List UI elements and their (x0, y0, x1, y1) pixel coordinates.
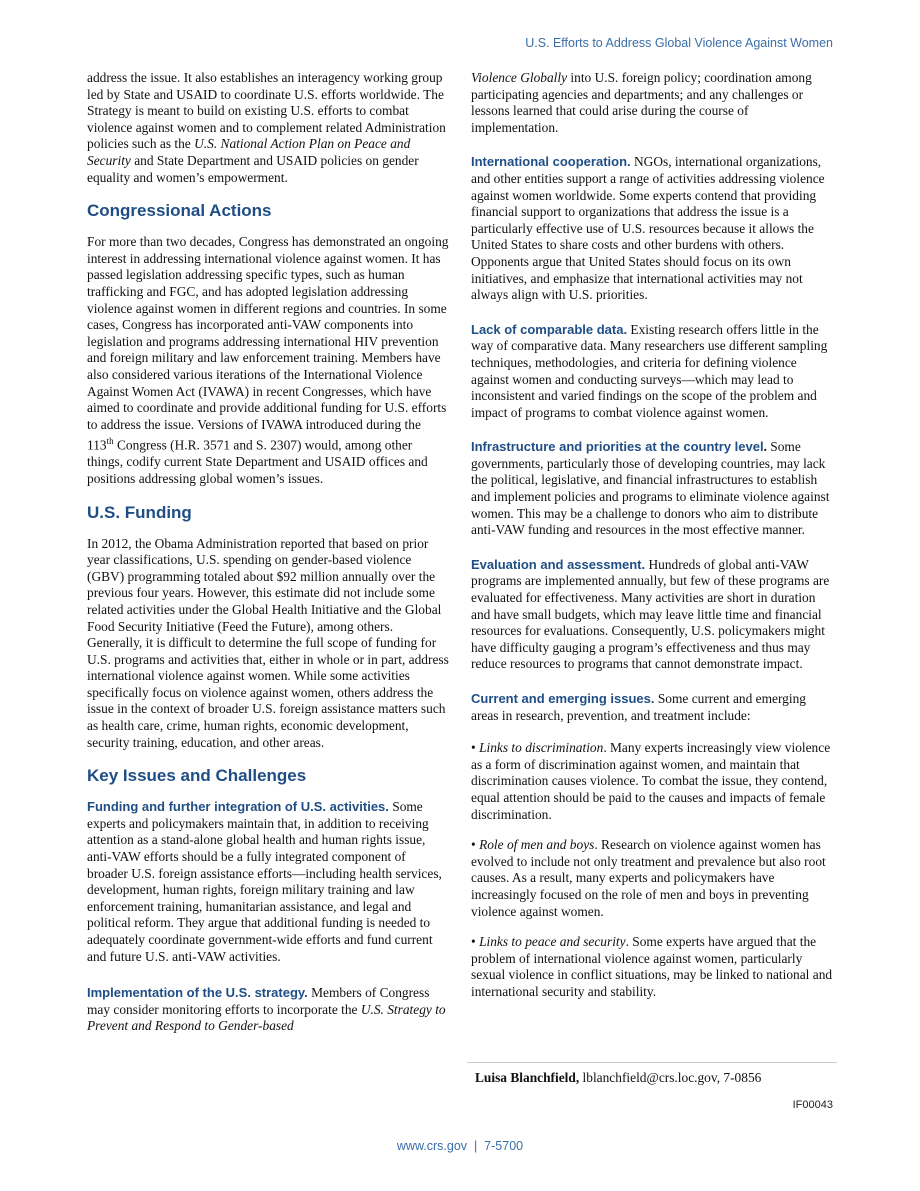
bullet-discrimination: • Links to discrimination. Many experts increasingly view violence as a form of discrimination against women, and maintain that discrimination causes violence. To combat the issue, they contend, equal attention should be paid to the causes and impacts of female discrimination. (471, 740, 831, 822)
running-header: U.S. Efforts to Address Global Violence Against Women (525, 36, 833, 50)
paragraph-congress: For more than two decades, Congress has demonstrated an ongoing interest in addressing international violence against women. It has passed legislation addressing specific types, such as human trafficking and FGC, and has adopted legislation addressing violence against women in different regions and countries. In some cases, Congress has incorporated anti-VAW components into legislation and programs addressing international HIV prevention and foreign military and law enforcement training. Members have also considered various iterations of the International Violence Against Women Act (IVAWA) in recent Congresses, which have aimed to coordinate and provide additional funding for U.S. efforts to address the issue. Versions of IVAWA introduced during the 113th Congress (H.R. 3571 and S. 2307) would, among other things, codify current State Department and USAID offices and positions addressing global women’s issues. (87, 234, 449, 486)
paragraph-comparable-data: Lack of comparable data. Existing research offers little in the way of comparative data. Many researchers use different sampling techniques, methodologies, and criteria for defining violence against women and conducting surveys—which may lead to inconsistent and varied findings on the scope of the problem and impact of programs to combat violence against women. (471, 321, 828, 420)
heading-congressional-actions: Congressional Actions (87, 201, 272, 221)
footer-link[interactable]: www.crs.gov | 7-5700 (396, 1139, 524, 1153)
bullet-icon: • (471, 934, 476, 950)
bullet-icon: • (471, 740, 476, 756)
heading-us-funding: U.S. Funding (87, 502, 192, 522)
left-column (87, 70, 449, 1049)
paragraph-integration: Funding and further integration of U.S. activities. Some experts and policymakers maintain that, in addition to receiving attention as a stand-alone global health and human rights issue, anti-VAW efforts should be a fully integrated component of broader U.S. foreign assistance efforts—including health services, development, human rights, foreign military training and law enforcement training, humanitarian assistance, and legal and political reform. They argue that additional funding is needed to adequately coordinate government-wide efforts and fund current and future U.S. anti-VAW activities. (87, 799, 442, 964)
paragraph-current-issues: Current and emerging issues. Some current and emerging areas in research, prevention, and treatment include: (471, 691, 806, 723)
paragraph-infrastructure: Infrastructure and priorities at the country level. Some governments, particularly those of developing countries, may lack the political, legislative, and financial infrastructures to establish and implement policies and programs to eliminate violence against women. This may be a challenge to donors who aim to distribute anti-VAW funding and resources in the most effective manner. (471, 439, 830, 538)
author-contact[interactable]: lblanchfield@crs.loc.gov, 7-0856 (579, 1070, 762, 1085)
author-name: Luisa Blanchfield, (475, 1070, 580, 1085)
paragraph-implementation: Implementation of the U.S. strategy. Members of Congress may consider monitoring efforts to incorporate the U.S. Strategy to Prevent and Respond to Gender-based (87, 985, 446, 1034)
author-line (475, 1070, 761, 1086)
paragraph-international-cooperation: International cooperation. NGOs, international organizations, and other entities support a range of activities addressing violence against women worldwide. Some experts contend that providing financial support to organizations that address the issue is a particularly effective use of U.S. resources because it allows the United States to share costs and other burdens with others. Opponents argue that United States should focus on its own initiatives, and emphasize that international activities may not always align with U.S. priorities. (471, 154, 825, 303)
paragraph-implementation-cont: Violence Globally into U.S. foreign policy; coordination among participating agencies and departments; and any challenges or lessons learned that could arise during the course of implementation. (471, 70, 812, 135)
bullet-men-and-boys: • Role of men and boys. Research on violence against women has evolved to include not only treatment and prevalence but also root causes. As a result, many experts and policymakers have increasingly focused on the role of men and boys in preventing violence against women. (471, 837, 826, 919)
bullet-icon: • (471, 837, 476, 853)
paragraph-evaluation: Evaluation and assessment. Hundreds of global anti-VAW programs are implemented annually, but few of these programs are evaluated for effectiveness. Many activities are short in duration and have small budgets, which may leave little time and financial resources for evaluations. Consequently, U.S. policymakers might have difficulty gauging a program’s effectiveness and thus may reduce resources to programs that cannot demonstrate impact. (471, 556, 830, 672)
right-column (471, 70, 834, 1015)
product-code: IF00043 (792, 1099, 833, 1111)
paragraph-strategy: address the issue. It also establishes an interagency working group led by State and USAID to coordinate U.S. efforts worldwide. The Strategy is meant to build on existing U.S. efforts to combat violence against women and to complement related Administration policies such as the U.S. National Action Plan on Peace and Security and State Department and USAID policies on gender equality and women’s empowerment. (87, 70, 446, 185)
paragraph-funding: In 2012, the Obama Administration reported that based on prior year classifications, U.S. spending on gender-based violence (GBV) programming totaled about $92 million annually over the previous four years. However, this estimate did not include some related activities under the Global Health Initiative and the Global Food Security Initiative (Feed the Future), among others. Generally, it is difficult to determine the full scope of funding for U.S. programs and activities that, either in whole or in part, address international violence against women. While some activities specifically focus on violence against women, others address the issue in the context of broader U.S. foreign assistance matters such as health care, crime, human rights, economic development, security training, education, and other areas. (87, 535, 449, 750)
bullet-peace-security: • Links to peace and security. Some experts have argued that the problem of international violence against women, particularly sexual violence in conflict situations, may be linked to national and international security and stability. (471, 934, 833, 999)
heading-key-issues: Key Issues and Challenges (87, 766, 307, 786)
author-divider (467, 1062, 837, 1063)
